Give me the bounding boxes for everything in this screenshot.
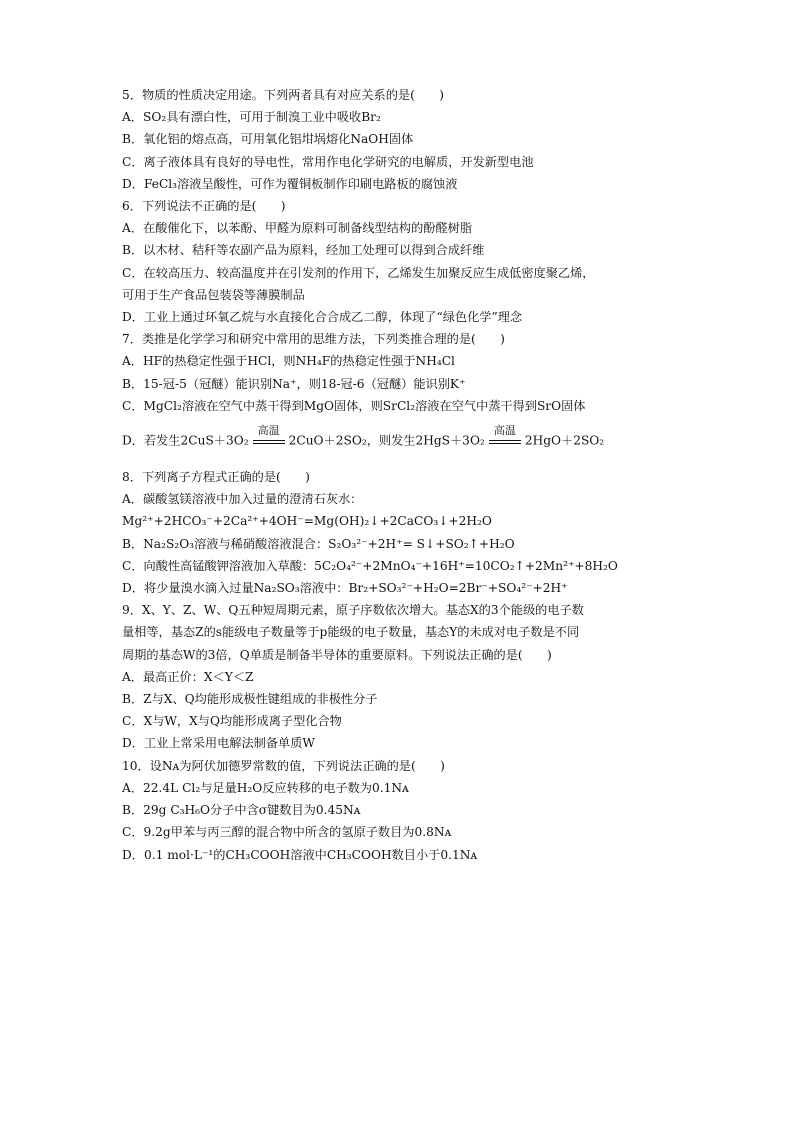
question-5 xyxy=(122,84,642,195)
question-10-stem: 10．设Nᴀ为阿伏加德罗常数的值，下列说法正确的是( ) xyxy=(122,758,445,773)
question-10-option-c: C．9.2g甲苯与丙三醇的混合物中所含的氢原子数目为0.8Nᴀ xyxy=(122,825,452,840)
question-10 xyxy=(122,755,642,866)
question-7-option-b: B．15-冠-5（冠醚）能识别Na⁺，则18-冠-6（冠醚）能识别K⁺ xyxy=(122,376,466,391)
question-6-stem: 6．下列说法不正确的是( ) xyxy=(122,199,286,214)
question-9-stem-line-1: 9．X、Y、Z、W、Q五种短周期元素，原子序数依次增大。基态X的3个能级的电子数 xyxy=(122,603,584,618)
question-9-option-b: B．Z与X、Q均能形成极性键组成的非极性分子 xyxy=(122,692,378,707)
question-6-option-a: A．在酸催化下，以苯酚、甲醛为原料可制备线型结构的酚醛树脂 xyxy=(122,221,473,236)
question-9-option-d: D．工业上常采用电解法制备单质W xyxy=(122,736,315,751)
question-7 xyxy=(122,328,642,454)
question-6-option-c: C．在较高压力、较高温度并在引发剂的作用下，乙烯发生加聚反应生成低密度聚乙烯， xyxy=(122,265,595,280)
question-5-stem: 5．物质的性质决定用途。下列两者具有对应关系的是( ) xyxy=(122,88,444,102)
question-10-option-a: A．22.4L Cl₂与足量H₂O反应转移的电子数为0.1Nᴀ xyxy=(122,780,409,795)
question-9-stem-line-2: 量相等，基态Z的s能级电子数量等于p能级的电子数量，基态Y的未成对电子数是不同 xyxy=(122,625,580,640)
question-5-option-d: D．FeCl₃溶液呈酸性，可作为覆铜板制作印刷电路板的腐蚀液 xyxy=(122,176,458,191)
question-9-stem-line-3: 周期的基态W的3倍，Q单质是制备半导体的重要原料。下列说法正确的是( ) xyxy=(122,647,552,662)
question-6-option-b: B．以木材、秸秆等农副产品为原料，经加工处理可以得到合成纤维 xyxy=(122,243,485,258)
question-7-stem: 7．类推是化学学习和研究中常用的思维方法，下列类推合理的是( ) xyxy=(122,332,505,347)
question-8-option-a-equation: Mg²⁺+2HCO₃⁻+2Ca²⁺+4OH⁻=Mg(OH)₂↓+2CaCO₃↓+2H₂O xyxy=(122,514,492,529)
question-8-option-b: B．Na₂S₂O₃溶液与稀硝酸溶液混合：S₂O₃²⁻+2H⁺= S↓+SO₂↑+H₂O xyxy=(122,536,515,551)
reaction-condition-arrow-2 xyxy=(488,423,522,455)
question-8-stem: 8．下列离子方程式正确的是( ) xyxy=(122,470,310,485)
question-5-option-b: B．氧化铝的熔点高，可用氧化铝坩埚熔化NaOH固体 xyxy=(122,132,414,147)
equation-prefix: D．若发生2CuS＋3O₂ xyxy=(122,433,249,448)
question-6-option-d: D．工业上通过环氧乙烷与水直接化合合成乙二醇，体现了“绿色化学”理念 xyxy=(122,310,523,325)
question-7-option-a: A．HF的热稳定性强于HCl，则NH₄F的热稳定性强于NH₄Cl xyxy=(122,354,455,369)
question-5-option-a: A．SO₂具有漂白性，可用于制溴工业中吸收Br₂ xyxy=(122,110,381,125)
question-7-option-d xyxy=(122,423,642,454)
question-9 xyxy=(122,599,642,754)
equation-middle: 2CuO＋2SO₂，则发生2HgS＋3O₂ xyxy=(288,433,485,448)
question-9-option-c: C．X与W，X与Q均能形成离子型化合物 xyxy=(122,714,342,729)
question-8-option-c: C．向酸性高锰酸钾溶液加入草酸：5C₂O₄²⁻+2MnO₄⁻+16H⁺=10CO₂↑+2Mn²⁺+8H₂O xyxy=(122,558,618,573)
reaction-condition-label: 高温 xyxy=(257,423,280,437)
question-5-option-c: C．离子液体具有良好的导电性，常用作电化学研究的电解质，开发新型电池 xyxy=(122,154,534,169)
question-8-option-a: A．碳酸氢镁溶液中加入过量的澄清石灰水： xyxy=(122,492,363,507)
question-8 xyxy=(122,466,642,599)
reaction-condition-label: 高温 xyxy=(493,423,516,437)
question-10-option-b: B．29g C₃H₆O分子中含σ键数目为0.45Nᴀ xyxy=(122,803,361,818)
equation-suffix: 2HgO＋2SO₂ xyxy=(524,433,605,448)
question-8-option-d: D．将少量溴水滴入过量Na₂SO₃溶液中：Br₂+SO₃²⁻+H₂O=2Br⁻+SO₄²⁻+2H⁺ xyxy=(122,581,568,596)
question-7-option-c: C．MgCl₂溶液在空气中蒸干得到MgO固体，则SrCl₂溶液在空气中蒸干得到SrO固体 xyxy=(122,398,586,413)
exam-sheet xyxy=(122,84,642,866)
question-10-option-d: D．0.1 mol·L⁻¹的CH₃COOH溶液中CH₃COOH数目小于0.1Nᴀ xyxy=(122,847,478,862)
reaction-condition-arrow-1 xyxy=(252,423,286,455)
question-6 xyxy=(122,195,642,328)
question-6-option-c-continued: 可用于生产食品包装袋等薄膜制品 xyxy=(122,287,305,302)
question-9-option-a: A．最高正价：X＜Y＜Z xyxy=(122,669,254,684)
